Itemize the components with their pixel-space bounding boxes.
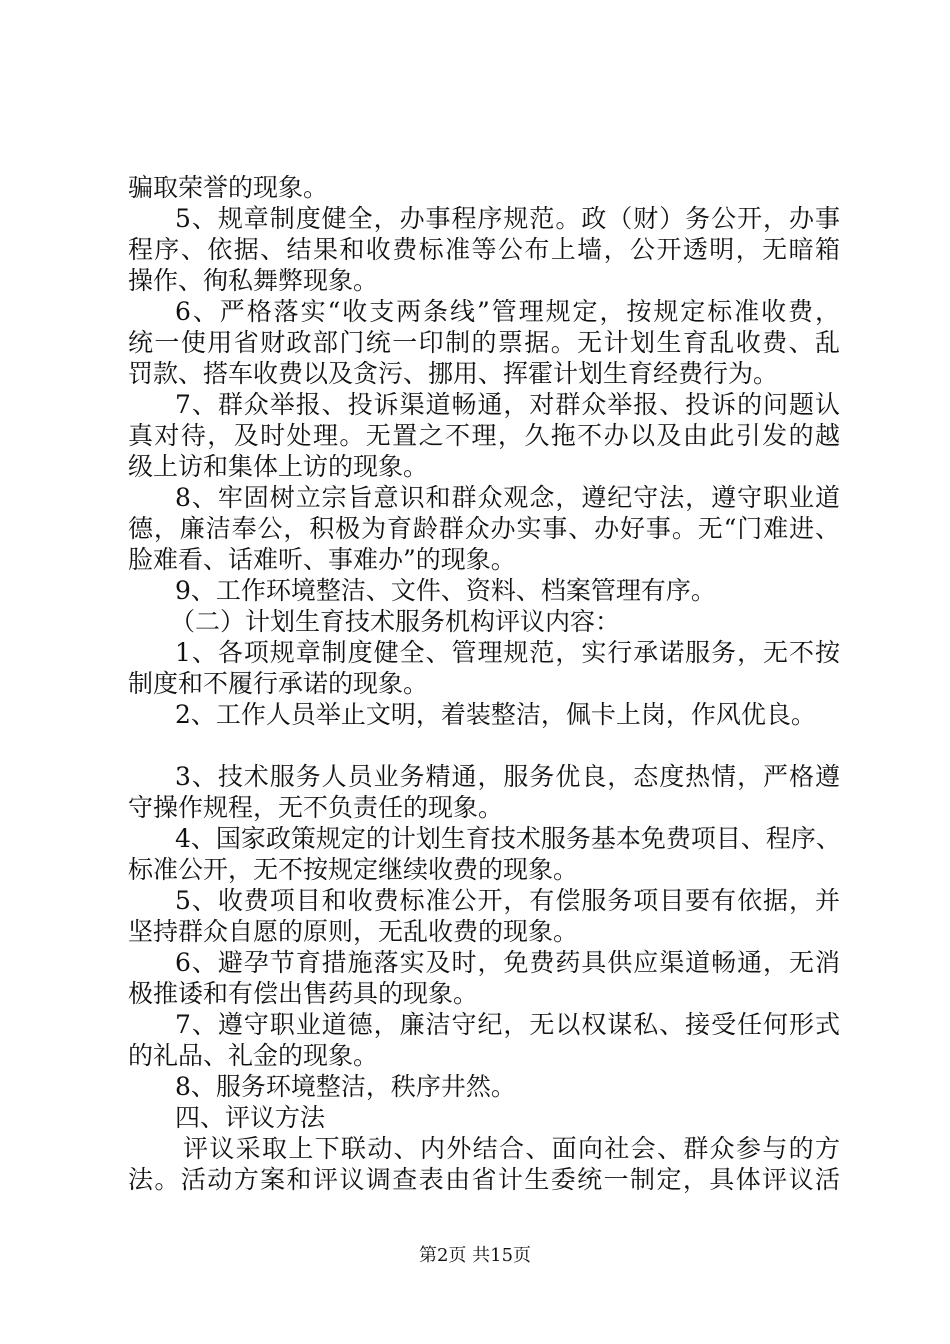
text-line: 制度和不履行承诺的现象。 [128, 669, 429, 698]
text-line: 守操作规程，无不负责任的现象。 [128, 793, 504, 822]
page-footer: 第2页 共15页 [418, 1245, 532, 1266]
text-line: 评议采取上下联动、内外结合、面向社会、群众参与的方 [183, 1134, 840, 1163]
text-line: 6、避孕节育措施落实及时，免费药具供应渠道畅通，无消 [175, 948, 840, 977]
text-line: 坚持群众自愿的原则，无乱收费的现象。 [128, 917, 579, 946]
text-line: 8、服务环境整洁，秩序井然。 [175, 1072, 516, 1101]
text-line: 真对待，及时处理。无置之不理，久拖不办以及由此引发的越 [128, 421, 840, 450]
text-line: 程序、依据、结果和收费标准等公布上墙，公开透明，无暗箱 [128, 235, 840, 264]
text-line: 8、牢固树立宗旨意识和群众观念，遵纪守法，遵守职业道 [175, 483, 840, 512]
text-line: 6、严格落实“收支两条线”管理规定，按规定标准收费， [175, 297, 840, 326]
text-line: 骗取荣誉的现象。 [128, 173, 329, 202]
text-line: 1、各项规章制度健全、管理规范，实行承诺服务，无不按 [175, 638, 840, 667]
text-line: 3、技术服务人员业务精通，服务优良，态度热情，严格遵 [175, 762, 840, 791]
text-line: 4、国家政策规定的计划生育技术服务基本免费项目、程序、 [175, 824, 841, 853]
text-line: 7、群众举报、投诉渠道畅通，对群众举报、投诉的问题认 [175, 390, 840, 419]
document-body [128, 172, 840, 1195]
text-line: 脸难看、话难听、事难办”的现象。 [128, 545, 516, 574]
text-line: 的礼品、礼金的现象。 [128, 1041, 379, 1070]
section-heading: （二）计划生育技术服务机构评议内容： [170, 607, 621, 636]
text-line: 罚款、搭车收费以及贪污、挪用、挥霍计划生育经费行为。 [128, 359, 779, 388]
text-line: 2、工作人员举止文明，着装整洁，佩卡上岗，作风优良。 [175, 700, 816, 729]
text-line: 级上访和集体上访的现象。 [128, 452, 429, 481]
text-line: 5、收费项目和收费标准公开，有偿服务项目要有依据，并 [175, 886, 840, 915]
text-line: 法。活动方案和评议调查表由省计生委统一制定，具体评议活 [128, 1165, 840, 1194]
section-heading: 四、评议方法 [175, 1103, 326, 1132]
text-line: 标准公开，无不按规定继续收费的现象。 [128, 855, 579, 884]
text-line: 统一使用省财政部门统一印制的票据。无计划生育乱收费、乱 [128, 328, 840, 357]
text-line: 德，廉洁奉公，积极为育龄群众办实事、办好事。无“门难进、 [128, 514, 840, 543]
text-line: 5、规章制度健全，办事程序规范。政（财）务公开，办事 [175, 204, 840, 233]
text-line: 9、工作环境整洁、文件、资料、档案管理有序。 [175, 576, 716, 605]
text-line: 极推诿和有偿出售药具的现象。 [128, 979, 479, 1008]
blank-line [128, 730, 840, 761]
text-line: 操作、徇私舞弊现象。 [128, 266, 379, 295]
text-line: 7、遵守职业道德，廉洁守纪，无以权谋私、接受任何形式 [175, 1010, 840, 1039]
